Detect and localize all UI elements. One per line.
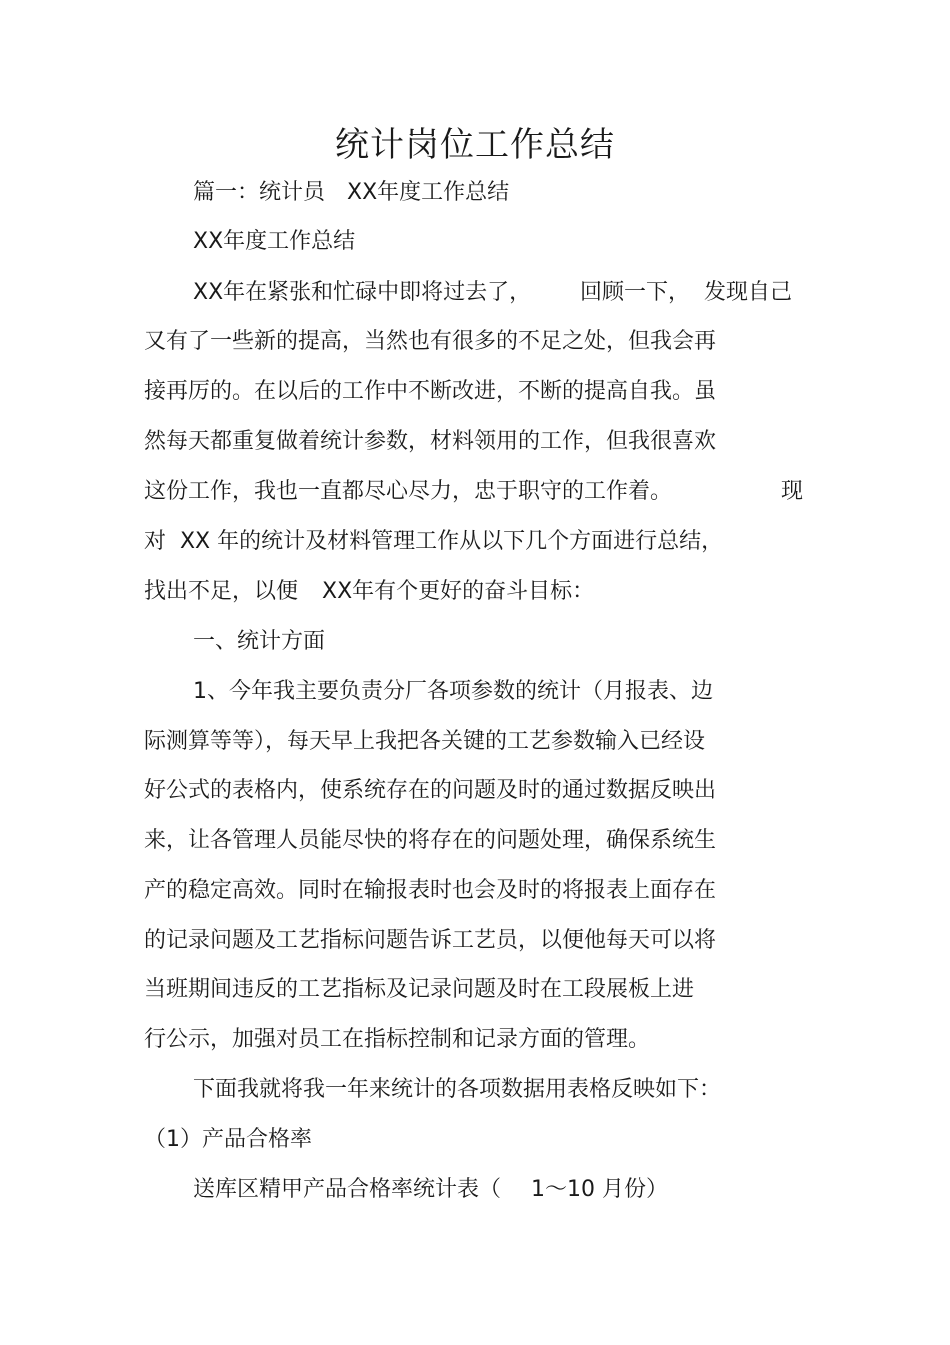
para2-line-8: 行公示，加强对员工在指标控制和记录方面的管理。: [144, 1027, 651, 1052]
para1-line-7a: 找出不足，以便: [144, 579, 299, 604]
heading-statistics: 一、统计方面: [193, 629, 326, 654]
para1-line-7b: XX年有个更好的奋斗目标：: [322, 579, 595, 604]
table-caption-a: 送库区精甲产品合格率统计表（: [193, 1177, 502, 1202]
para1-line-1b: 回顾一下，: [580, 280, 691, 305]
para1-line-5a: 这份工作，我也一直都尽心尽力，忠于职守的工作着。: [144, 479, 673, 504]
para2-line-2: 际测算等等），每天早上我把各关键的工艺参数输入已经设: [144, 729, 706, 754]
subtitle-part-a: 篇一：统计员: [193, 180, 326, 205]
para2-line-5: 产的稳定高效。同时在输报表时也会及时的将报表上面存在: [144, 878, 717, 903]
para1-line-6: 对 XX 年的统计及材料管理工作从以下几个方面进行总结，: [144, 529, 724, 554]
document-title: 统计岗位工作总结: [335, 125, 615, 165]
subtitle-line: [193, 178, 509, 208]
section-heading: XX年度工作总结: [193, 229, 356, 254]
para2-line-3: 好公式的表格内，使系统存在的问题及时的通过数据反映出: [144, 778, 717, 803]
para1-line-4: 然每天都重复做着统计参数，材料领用的工作，但我很喜欢: [144, 429, 717, 454]
para1-line-5b: 现: [781, 479, 804, 504]
para1-line-3: 接再厉的。在以后的工作中不断改进，不断的提高自我。虽: [144, 379, 717, 404]
para1-line-2: 又有了一些新的提高，当然也有很多的不足之处，但我会再: [144, 329, 717, 354]
para3-line: 下面我就将我一年来统计的各项数据用表格反映如下：: [193, 1077, 722, 1102]
para2-line-4: 来，让各管理人员能尽快的将存在的问题处理，确保系统生: [144, 828, 717, 853]
table-caption: [193, 1175, 668, 1205]
item-product-pass-rate: （1）产品合格率: [144, 1127, 312, 1152]
subtitle-part-b: XX年度工作总结: [347, 180, 510, 205]
para1-line-1c: 发现自己: [704, 280, 793, 305]
para2-line-6: 的记录问题及工艺指标问题告诉工艺员，以便他每天可以将: [144, 928, 717, 953]
para1-line-7: [144, 577, 594, 607]
para2-line-1: 1、今年我主要负责分厂各项参数的统计（月报表、边: [193, 679, 713, 704]
table-caption-b: 1～10 月份）: [531, 1177, 669, 1202]
para2-line-7: 当班期间违反的工艺指标及记录问题及时在工段展板上进: [144, 977, 695, 1002]
para1-line-1a: XX年在紧张和忙碌中即将过去了，: [193, 280, 532, 305]
